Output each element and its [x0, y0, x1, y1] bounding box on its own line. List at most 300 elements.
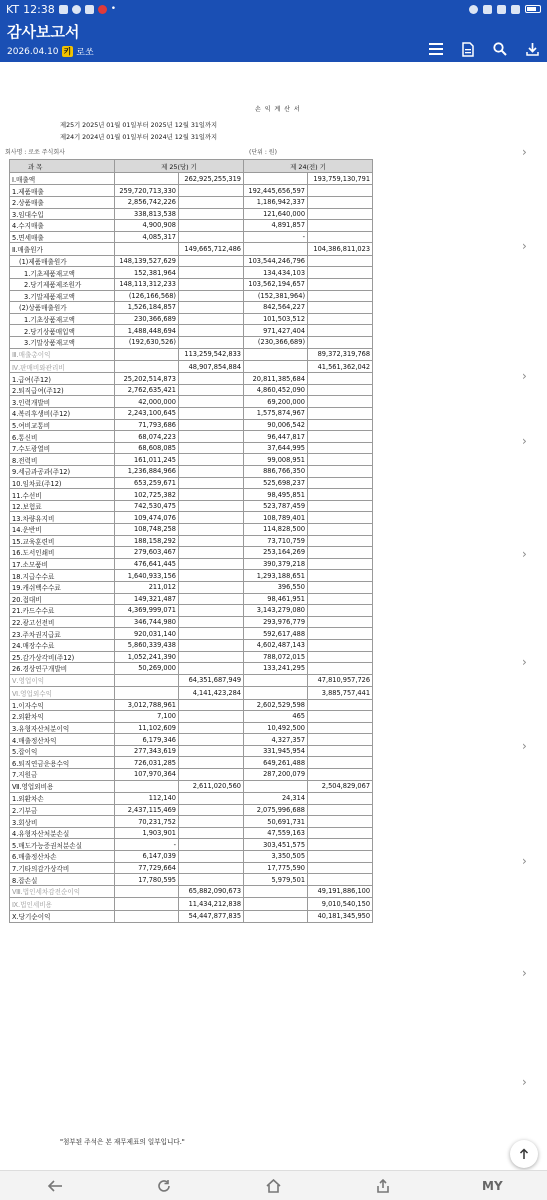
- current-total: [179, 278, 244, 290]
- section-row: [10, 173, 373, 185]
- wifi-icon: [497, 5, 506, 14]
- account-name: 16.도서인쇄비: [10, 547, 115, 559]
- current-subtotal: 1,052,241,390: [115, 651, 179, 663]
- current-total: [179, 699, 244, 711]
- account-name: Ⅸ.법인세비용: [10, 898, 115, 910]
- prior-subtotal: 971,427,404: [244, 325, 308, 337]
- current-subtotal: 68,608,085: [115, 442, 179, 454]
- line-item-row: [10, 547, 373, 559]
- battery-icon: [525, 5, 541, 13]
- line-item-row: [10, 535, 373, 547]
- prior-total: [308, 208, 373, 220]
- line-item-row: [10, 874, 373, 886]
- prior-total: [308, 477, 373, 489]
- prior-total: [308, 267, 373, 279]
- current-subtotal: 4,085,317: [115, 231, 179, 243]
- account-name: 17.소모품비: [10, 558, 115, 570]
- prior-subtotal: (230,366,689): [244, 336, 308, 348]
- my-button[interactable]: MY: [482, 1178, 503, 1193]
- current-subtotal: 6,179,346: [115, 734, 179, 746]
- account-name: Ⅲ.매출총이익: [10, 348, 115, 360]
- signal-icon: [511, 5, 520, 14]
- prior-subtotal: 2,075,996,688: [244, 804, 308, 816]
- account-name: 4.유형자산처분손실: [10, 827, 115, 839]
- header-prior: 제 24(전) 기: [244, 160, 373, 173]
- account-name: Ⅹ.당기순이익: [10, 910, 115, 922]
- account-name: 15.교육훈련비: [10, 535, 115, 547]
- prior-subtotal: 98,461,951: [244, 593, 308, 605]
- current-total: [179, 616, 244, 628]
- prior-total: [308, 839, 373, 851]
- prior-subtotal: [244, 173, 308, 185]
- account-name: 7.지원금: [10, 769, 115, 781]
- prior-subtotal: 649,261,488: [244, 757, 308, 769]
- app-notification-icon: [98, 5, 107, 14]
- prior-total: [308, 827, 373, 839]
- prior-subtotal: 788,072,015: [244, 651, 308, 663]
- current-subtotal: 71,793,686: [115, 419, 179, 431]
- account-name: 4.수지매출: [10, 220, 115, 232]
- account-name: Ⅵ.영업외수익: [10, 687, 115, 699]
- prior-subtotal: 99,008,951: [244, 454, 308, 466]
- line-item-row: [10, 419, 373, 431]
- current-total: [179, 477, 244, 489]
- prior-total: [308, 419, 373, 431]
- account-name: 13.차량유지비: [10, 512, 115, 524]
- prior-subtotal: [244, 885, 308, 897]
- header-account: 과 목: [10, 160, 115, 173]
- account-name: 24.매장수수료: [10, 639, 115, 651]
- current-subtotal: -: [115, 839, 179, 851]
- account-name: Ⅶ.영업외비용: [10, 780, 115, 792]
- document-view[interactable]: [0, 62, 547, 1170]
- more-notifications-icon: •: [110, 4, 117, 14]
- prior-total: [308, 336, 373, 348]
- current-subtotal: 25,202,514,873: [115, 373, 179, 385]
- prior-total: [308, 512, 373, 524]
- prior-subtotal: [244, 360, 308, 372]
- statement-title: 손 익 계 산 서: [255, 106, 301, 113]
- account-name: 6.퇴직연금운용수익: [10, 757, 115, 769]
- prior-subtotal: 10,492,500: [244, 722, 308, 734]
- search-button[interactable]: [491, 40, 509, 58]
- current-subtotal: 920,031,140: [115, 628, 179, 640]
- line-item-row: [10, 827, 373, 839]
- account-name: 2.퇴직급여(주12): [10, 384, 115, 396]
- current-subtotal: 68,074,223: [115, 431, 179, 443]
- current-subtotal: 346,744,980: [115, 616, 179, 628]
- line-item-row: [10, 581, 373, 593]
- current-total: [179, 336, 244, 348]
- current-subtotal: [115, 243, 179, 255]
- line-item-row: [10, 185, 373, 197]
- alarm-icon: [469, 5, 478, 14]
- prior-total: [308, 431, 373, 443]
- prior-subtotal: [244, 348, 308, 360]
- prior-subtotal: 24,314: [244, 793, 308, 805]
- prior-subtotal: 4,327,357: [244, 734, 308, 746]
- prior-subtotal: 1,575,874,967: [244, 408, 308, 420]
- current-subtotal: 279,603,467: [115, 547, 179, 559]
- current-total: 2,611,020,560: [179, 780, 244, 792]
- current-subtotal: 107,970,364: [115, 769, 179, 781]
- page-title: 감사보고서: [7, 23, 80, 41]
- app-bar: [0, 18, 547, 62]
- arrow-up-icon: [519, 1148, 529, 1160]
- current-total: [179, 722, 244, 734]
- prior-subtotal: 37,644,995: [244, 442, 308, 454]
- current-subtotal: 4,900,908: [115, 220, 179, 232]
- current-subtotal: 2,243,100,645: [115, 408, 179, 420]
- prior-subtotal: 192,445,656,597: [244, 185, 308, 197]
- account-name: 19.캐쉬백수수료: [10, 581, 115, 593]
- prior-total: [308, 220, 373, 232]
- current-subtotal: 108,748,258: [115, 524, 179, 536]
- current-subtotal: 230,366,689: [115, 313, 179, 325]
- share-icon: [376, 1179, 390, 1193]
- current-subtotal: 17,780,595: [115, 874, 179, 886]
- current-subtotal: [115, 910, 179, 922]
- current-total: [179, 535, 244, 547]
- current-subtotal: 211,012: [115, 581, 179, 593]
- prior-subtotal: [244, 910, 308, 922]
- current-total: [179, 196, 244, 208]
- account-name: 1.기초상품재고액: [10, 313, 115, 325]
- prior-subtotal: 69,200,000: [244, 396, 308, 408]
- vibrate-icon: [483, 5, 492, 14]
- current-subtotal: 148,113,312,233: [115, 278, 179, 290]
- account-name: 6.통신비: [10, 431, 115, 443]
- prior-subtotal: 525,698,237: [244, 477, 308, 489]
- chevron-right-icon: ›: [522, 547, 527, 561]
- current-total: [179, 593, 244, 605]
- account-name: 5.여비교통비: [10, 419, 115, 431]
- carrier: KT: [6, 2, 20, 16]
- current-total: [179, 639, 244, 651]
- current-total: [179, 663, 244, 675]
- menu-button[interactable]: [427, 40, 445, 58]
- prior-subtotal: [244, 243, 308, 255]
- account-name: 18.지급수수료: [10, 570, 115, 582]
- income-statement-table: [9, 159, 373, 923]
- line-item-row: [10, 454, 373, 466]
- header-current: 제 25(당) 기: [115, 160, 244, 173]
- current-subtotal: [115, 885, 179, 897]
- account-name: 3.임대수입: [10, 208, 115, 220]
- line-item-row: [10, 302, 373, 314]
- prior-subtotal: 133,241,295: [244, 663, 308, 675]
- document-button[interactable]: [459, 40, 477, 58]
- current-total: [179, 605, 244, 617]
- line-item-row: [10, 278, 373, 290]
- account-name: 23.주차권지급료: [10, 628, 115, 640]
- prior-total: [308, 793, 373, 805]
- prior-subtotal: 96,447,817: [244, 431, 308, 443]
- account-name: 5.매도가능증권처분손실: [10, 839, 115, 851]
- current-subtotal: (126,166,568): [115, 290, 179, 302]
- line-item-row: [10, 616, 373, 628]
- current-subtotal: [115, 360, 179, 372]
- current-total: 65,882,090,673: [179, 885, 244, 897]
- current-total: 64,351,687,949: [179, 674, 244, 686]
- prior-subtotal: 303,451,575: [244, 839, 308, 851]
- prior-total: 2,504,829,067: [308, 780, 373, 792]
- prior-total: [308, 862, 373, 874]
- prior-total: [308, 196, 373, 208]
- line-item-row: [10, 651, 373, 663]
- message-notification-icon: [85, 5, 94, 14]
- account-name: 1.기초제품재고액: [10, 267, 115, 279]
- prior-subtotal: 73,710,759: [244, 535, 308, 547]
- prior-subtotal: 331,945,954: [244, 745, 308, 757]
- current-total: [179, 500, 244, 512]
- current-subtotal: 70,231,752: [115, 816, 179, 828]
- prior-total: 193,759,130,791: [308, 173, 373, 185]
- chevron-right-icon: ›: [522, 434, 527, 448]
- current-total: 4,141,423,284: [179, 687, 244, 699]
- current-total: [179, 396, 244, 408]
- current-subtotal: 277,343,619: [115, 745, 179, 757]
- current-total: [179, 570, 244, 582]
- section-row: [10, 898, 373, 910]
- line-item-row: [10, 816, 373, 828]
- current-total: [179, 547, 244, 559]
- current-total: [179, 804, 244, 816]
- status-bar: [0, 0, 547, 18]
- prior-subtotal: 90,006,542: [244, 419, 308, 431]
- line-item-row: [10, 769, 373, 781]
- account-name: 5.면세매출: [10, 231, 115, 243]
- line-item-row: [10, 605, 373, 617]
- prior-total: [308, 313, 373, 325]
- section-row: [10, 687, 373, 699]
- current-subtotal: 1,236,884,966: [115, 466, 179, 478]
- current-total: [179, 267, 244, 279]
- current-total: [179, 220, 244, 232]
- current-total: [179, 651, 244, 663]
- current-subtotal: 338,813,538: [115, 208, 179, 220]
- prior-subtotal: (152,381,964): [244, 290, 308, 302]
- prior-total: [308, 454, 373, 466]
- line-item-row: [10, 325, 373, 337]
- company-name: 회사명 : 로쏘 주식회사: [5, 149, 65, 156]
- line-item-row: [10, 793, 373, 805]
- line-item-row: [10, 220, 373, 232]
- account-name: 2.당기제품제조원가: [10, 278, 115, 290]
- section-row: [10, 243, 373, 255]
- current-subtotal: 152,381,964: [115, 267, 179, 279]
- current-total: [179, 313, 244, 325]
- account-name: 21.카드수수료: [10, 605, 115, 617]
- account-name: 14.운반비: [10, 524, 115, 536]
- prior-total: [308, 757, 373, 769]
- current-subtotal: 149,321,487: [115, 593, 179, 605]
- account-name: 3.기말상품재고액: [10, 336, 115, 348]
- line-item-row: [10, 722, 373, 734]
- prior-total: 40,181,345,950: [308, 910, 373, 922]
- line-item-row: [10, 336, 373, 348]
- chevron-right-icon: ›: [522, 1075, 527, 1089]
- prior-subtotal: 4,891,857: [244, 220, 308, 232]
- current-total: [179, 862, 244, 874]
- prior-subtotal: 5,979,501: [244, 874, 308, 886]
- account-name: Ⅳ.판매비와관리비: [10, 360, 115, 372]
- clock: 12:38: [23, 2, 55, 16]
- line-item-row: [10, 477, 373, 489]
- prior-subtotal: 134,434,103: [244, 267, 308, 279]
- prior-subtotal: 47,559,163: [244, 827, 308, 839]
- current-total: [179, 827, 244, 839]
- system-gesture-bar: [0, 1196, 547, 1200]
- phone-notification-icon: [72, 5, 81, 14]
- prior-subtotal: 2,602,529,598: [244, 699, 308, 711]
- prior-total: [308, 581, 373, 593]
- prior-total: [308, 524, 373, 536]
- current-subtotal: 102,725,382: [115, 489, 179, 501]
- current-total: [179, 524, 244, 536]
- prior-total: [308, 500, 373, 512]
- prior-total: [308, 745, 373, 757]
- current-subtotal: 109,474,076: [115, 512, 179, 524]
- account-name: 2.기부금: [10, 804, 115, 816]
- current-subtotal: 3,012,788,961: [115, 699, 179, 711]
- prior-total: [308, 231, 373, 243]
- current-total: [179, 442, 244, 454]
- company-short-name: 로쏘: [76, 48, 94, 58]
- account-name: 2.외환차익: [10, 711, 115, 723]
- prior-total: [308, 290, 373, 302]
- prior-subtotal: 465: [244, 711, 308, 723]
- current-total: [179, 302, 244, 314]
- current-total: [179, 816, 244, 828]
- current-total: 262,925,255,319: [179, 173, 244, 185]
- current-total: [179, 408, 244, 420]
- line-item-row: [10, 558, 373, 570]
- account-name: 7.수도광열비: [10, 442, 115, 454]
- section-row: [10, 348, 373, 360]
- prior-total: 47,810,957,726: [308, 674, 373, 686]
- download-button[interactable]: [523, 40, 541, 58]
- search-icon: [493, 42, 507, 56]
- section-row: [10, 674, 373, 686]
- current-total: [179, 734, 244, 746]
- account-name: 12.보험료: [10, 500, 115, 512]
- prior-subtotal: 396,550: [244, 581, 308, 593]
- current-total: [179, 208, 244, 220]
- section-row: [10, 780, 373, 792]
- prior-total: [308, 593, 373, 605]
- line-item-row: [10, 231, 373, 243]
- account-name: 4.매출정산차익: [10, 734, 115, 746]
- line-item-row: [10, 593, 373, 605]
- account-name: 3.유형자산처분이익: [10, 722, 115, 734]
- section-row: [10, 360, 373, 372]
- account-name: 1.이자수익: [10, 699, 115, 711]
- current-total: [179, 466, 244, 478]
- chevron-right-icon: ›: [522, 655, 527, 669]
- current-total: [179, 512, 244, 524]
- chevron-right-icon: ›: [522, 966, 527, 980]
- account-name: 3.회상비: [10, 816, 115, 828]
- prior-total: [308, 396, 373, 408]
- prior-total: [308, 185, 373, 197]
- prior-subtotal: 103,562,194,657: [244, 278, 308, 290]
- home-icon: [266, 1179, 281, 1193]
- current-subtotal: 188,158,292: [115, 535, 179, 547]
- line-item-row: [10, 804, 373, 816]
- line-item-row: [10, 711, 373, 723]
- current-subtotal: 1,903,901: [115, 827, 179, 839]
- line-item-row: [10, 442, 373, 454]
- prior-subtotal: 98,495,851: [244, 489, 308, 501]
- document-icon: [462, 42, 474, 57]
- current-total: [179, 851, 244, 863]
- line-item-row: [10, 745, 373, 757]
- current-total: [179, 373, 244, 385]
- current-total: [179, 745, 244, 757]
- prior-total: 3,885,757,441: [308, 687, 373, 699]
- table-header: [10, 160, 373, 173]
- current-total: [179, 581, 244, 593]
- line-item-row: [10, 466, 373, 478]
- line-item-row: [10, 489, 373, 501]
- prior-total: [308, 570, 373, 582]
- current-total: [179, 419, 244, 431]
- prior-total: [308, 711, 373, 723]
- prior-subtotal: [244, 780, 308, 792]
- prior-total: [308, 278, 373, 290]
- prior-total: [308, 384, 373, 396]
- line-item-row: [10, 500, 373, 512]
- prior-total: 104,386,811,023: [308, 243, 373, 255]
- prior-subtotal: 17,775,590: [244, 862, 308, 874]
- line-item-row: [10, 734, 373, 746]
- current-subtotal: 161,011,245: [115, 454, 179, 466]
- prior-total: 9,010,540,150: [308, 898, 373, 910]
- scroll-to-top-button[interactable]: [510, 1140, 538, 1168]
- line-item-row: [10, 524, 373, 536]
- prior-total: [308, 605, 373, 617]
- prior-subtotal: 842,564,227: [244, 302, 308, 314]
- report-date-line: [7, 45, 94, 58]
- prior-subtotal: -: [244, 231, 308, 243]
- prior-subtotal: 293,976,779: [244, 616, 308, 628]
- current-total: [179, 255, 244, 267]
- current-total: 54,447,877,835: [179, 910, 244, 922]
- line-item-row: [10, 208, 373, 220]
- account-name: Ⅷ.법인세차감전순이익: [10, 885, 115, 897]
- account-name: (1)제품매출원가: [10, 255, 115, 267]
- line-item-row: [10, 408, 373, 420]
- prior-subtotal: 50,691,731: [244, 816, 308, 828]
- line-item-row: [10, 862, 373, 874]
- line-item-row: [10, 267, 373, 279]
- market-badge: 키: [63, 47, 72, 56]
- prior-subtotal: 3,350,505: [244, 851, 308, 863]
- account-name: 3.인력개발비: [10, 396, 115, 408]
- current-subtotal: 726,031,285: [115, 757, 179, 769]
- line-item-row: [10, 396, 373, 408]
- prior-total: [308, 535, 373, 547]
- prior-total: [308, 466, 373, 478]
- prior-total: [308, 255, 373, 267]
- menu-icon: [429, 43, 443, 55]
- current-subtotal: [115, 348, 179, 360]
- current-total: 11,434,212,838: [179, 898, 244, 910]
- current-subtotal: 1,488,448,694: [115, 325, 179, 337]
- section-row: [10, 910, 373, 922]
- prior-total: [308, 373, 373, 385]
